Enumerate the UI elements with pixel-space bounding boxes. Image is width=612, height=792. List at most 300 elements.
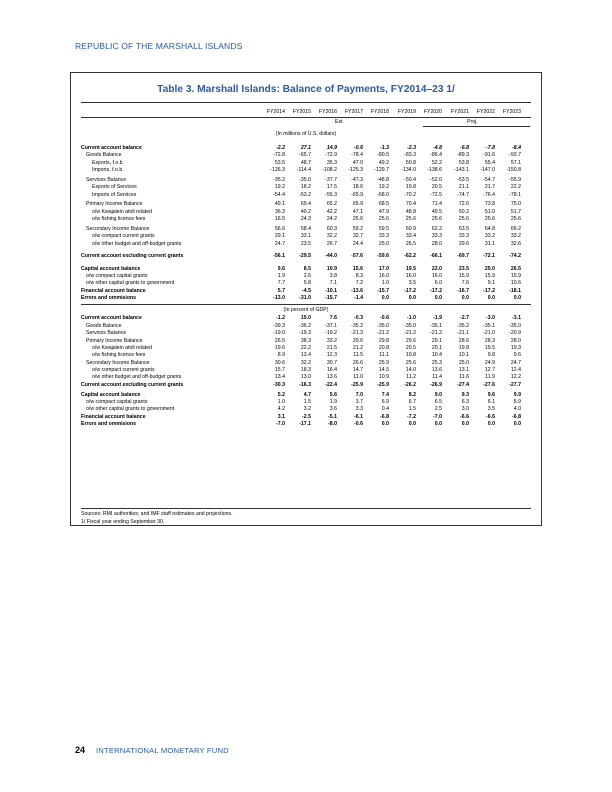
title-rule — [81, 102, 531, 103]
table-cell: 33.3 — [458, 233, 469, 240]
table-cell: 24.2 — [326, 216, 337, 223]
column-header: FY2015 — [292, 109, 311, 115]
table-cell: 59.5 — [378, 226, 389, 232]
table-cell: -31.0 — [299, 295, 311, 302]
table-footnote: 1/ Fiscal year ending September 30. — [81, 519, 165, 525]
table-cell: 9.8 — [487, 352, 495, 359]
table-cell: 11.5 — [353, 352, 363, 359]
table-cell: -7.8 — [486, 145, 495, 151]
row-label: Current account balance — [81, 315, 142, 322]
table-cell: 33.3 — [431, 233, 442, 240]
table-cell: -19.2 — [325, 330, 337, 337]
table-cell: 33.2 — [510, 233, 521, 240]
table-cell: 12.4 — [510, 367, 521, 374]
table-cell: 15.6 — [352, 265, 363, 272]
table-cell: -70.2 — [404, 191, 416, 198]
table-row — [81, 323, 533, 330]
table-cell: 5.7 — [277, 287, 285, 294]
row-label: Current account excluding current grants — [81, 253, 184, 260]
table-cell: -138.6 — [427, 167, 442, 174]
table-cell: 25.0 — [378, 240, 389, 247]
column-header: FY2018 — [370, 109, 389, 115]
table-cell: 40.2 — [300, 208, 311, 215]
table-cell: 50.2 — [458, 208, 469, 215]
table-row — [81, 406, 533, 413]
table-cell: -6.6 — [460, 413, 469, 420]
table-cell: 0.0 — [381, 295, 389, 302]
table-cell: -2.3 — [407, 145, 416, 151]
table-cell: 22.2 — [510, 184, 521, 191]
table-cell: 6.0 — [434, 280, 442, 287]
table-cell: 49.5 — [431, 208, 442, 215]
table-cell: -2.2 — [276, 145, 285, 151]
row-label: Capital account balance — [81, 391, 141, 398]
table-cell: 12.3 — [326, 352, 337, 359]
table-cell: -1.9 — [433, 315, 442, 322]
row-label: Primary Income Balance — [86, 201, 143, 208]
table-cell: -78.4 — [351, 152, 363, 159]
table-cell: -6.8 — [380, 413, 389, 420]
row-label: Goods Balance — [86, 152, 122, 159]
table-cell: 9.3 — [461, 391, 469, 398]
table-cell: 10.6 — [510, 280, 521, 287]
table-cell: 29.6 — [458, 240, 469, 247]
table-cell: 6.1 — [487, 399, 495, 405]
table-cell: 20.8 — [378, 344, 389, 351]
table-cell: 3.1 — [277, 413, 285, 420]
table-cell: 58.4 — [300, 226, 311, 232]
table-cell: 53.8 — [458, 159, 469, 166]
table-cell: -134.0 — [401, 167, 416, 174]
table-cell: 5.6 — [329, 391, 337, 398]
row-label: Secondary Income Balance — [86, 226, 150, 232]
table-cell: 4.2 — [277, 406, 285, 413]
table-cell: 18.2 — [300, 184, 311, 191]
table-cell: 15.9 — [510, 272, 521, 279]
table-cell: 0.0 — [513, 421, 521, 428]
table-cell: 25.6 — [405, 359, 416, 366]
table-cell: -147.0 — [480, 167, 495, 174]
table-cell: -16.7 — [457, 287, 469, 294]
table-cell: 0.0 — [381, 421, 389, 428]
table-cell: -8.0 — [328, 421, 337, 428]
table-cell: -76.4 — [483, 191, 495, 198]
row-label: o/w fishing licence fees — [92, 352, 146, 359]
table-cell: 13.0 — [300, 374, 311, 381]
table-cell: 20.5 — [405, 344, 416, 351]
table-row — [81, 367, 533, 374]
table-cell: 25.6 — [352, 216, 363, 223]
table-cell: -65.9 — [351, 191, 363, 198]
table-row — [81, 315, 533, 322]
row-label: Capital account balance — [81, 265, 141, 272]
table-cell: 15.9 — [484, 272, 495, 279]
table-cell: 13.4 — [274, 374, 285, 381]
table-cell: 11.4 — [432, 374, 442, 381]
table-cell: -57.6 — [351, 253, 363, 260]
table-cell: 0.0 — [408, 295, 416, 302]
section-rule — [81, 304, 531, 305]
table-cell: 48.7 — [300, 159, 311, 166]
table-cell: -39.3 — [273, 322, 285, 329]
table-cell: -0.6 — [380, 315, 389, 322]
table-cell: -78.1 — [509, 191, 521, 198]
table-cell: 31.1 — [484, 240, 495, 247]
table-cell: 68.5 — [378, 201, 389, 208]
table-cell: 9.6 — [487, 391, 495, 398]
table-cell: -54.4 — [273, 191, 285, 198]
column-header: FY2019 — [397, 109, 416, 115]
row-label: Financial account balance — [81, 413, 146, 420]
table-cell: -72.5 — [430, 191, 442, 198]
table-cell: 51.7 — [510, 208, 521, 215]
table-cell: -26.9 — [430, 381, 442, 388]
table-cell: 29.6 — [352, 337, 363, 344]
table-cell: -62.2 — [404, 253, 416, 260]
table-cell: 59.2 — [352, 226, 363, 232]
table-cell: -4.8 — [433, 145, 442, 151]
table-cell: 36.3 — [274, 208, 285, 215]
table-cell: 33.4 — [405, 233, 416, 240]
table-cell: 23.5 — [300, 240, 311, 247]
table-cell: 2.5 — [434, 406, 442, 413]
table-cell: -35.2 — [351, 322, 363, 329]
table-cell: 32.2 — [326, 233, 337, 240]
table-cell: -55.3 — [325, 191, 337, 198]
table-cell: 1.0 — [277, 399, 285, 405]
row-label: Services Balance — [86, 176, 127, 183]
table-cell: 1.9 — [329, 399, 337, 405]
row-label: Errors and ommisions — [81, 421, 137, 428]
table-cell: 3.8 — [329, 272, 337, 279]
table-row — [81, 360, 533, 367]
table-cell: 8.3 — [355, 272, 363, 279]
table-cell: -80.5 — [377, 152, 389, 159]
table-cell: 4.0 — [513, 406, 521, 413]
table-cell: -3.1 — [512, 315, 521, 322]
table-cell: 35.3 — [326, 159, 337, 166]
table-row — [81, 382, 533, 389]
row-label: Primary Income Balance — [86, 337, 143, 344]
table-cell: 13.4 — [300, 352, 311, 359]
table-sources: Sources: RMI authorities; and IMF staff estimates and projections. — [81, 511, 233, 517]
table-cell: -1.0 — [407, 315, 416, 322]
table-cell: 65.2 — [326, 201, 337, 208]
column-header: FY2023 — [502, 109, 521, 115]
table-cell: 6.9 — [381, 399, 389, 405]
table-cell: 7.0 — [355, 391, 363, 398]
table-cell: 26.7 — [326, 240, 337, 247]
table-cell: -21.2 — [430, 330, 442, 337]
table-cell: 7.6 — [329, 315, 337, 322]
bottom-rule — [81, 508, 531, 509]
table-cell: 25.6 — [484, 216, 495, 223]
column-header: FY2020 — [423, 109, 442, 115]
table-row — [81, 201, 533, 208]
table-row — [81, 253, 533, 260]
table-row — [81, 414, 533, 421]
table-cell: -21.3 — [351, 330, 363, 337]
table-cell: -35.0 — [404, 322, 416, 329]
table-cell: 7.7 — [277, 280, 285, 287]
table-cell: -10.1 — [325, 287, 337, 294]
table-row — [81, 338, 533, 345]
table-cell: 10.4 — [431, 352, 442, 359]
table-cell: -68.0 — [377, 191, 389, 198]
table-cell: 30.6 — [274, 359, 285, 366]
table-cell: 33.2 — [484, 233, 495, 240]
table-cell: 29.8 — [378, 337, 389, 344]
table-cell: -36.2 — [299, 322, 311, 329]
table-row — [81, 209, 533, 216]
table-cell: 25.6 — [405, 216, 416, 223]
table-cell: -150.8 — [506, 167, 521, 174]
table-cell: 70.4 — [405, 201, 416, 208]
table-cell: 53.5 — [274, 159, 285, 166]
table-cell: -19.3 — [299, 330, 311, 337]
table-cell: 25.6 — [431, 216, 442, 223]
table-cell: -4.5 — [302, 287, 311, 294]
table-cell: 65.9 — [352, 201, 363, 208]
table-cell: 51.0 — [484, 208, 495, 215]
row-label: o/w Kwajalein atoll related — [92, 344, 152, 351]
table-cell: 49.1 — [274, 201, 285, 208]
table-cell: 15.7 — [274, 367, 285, 374]
table-cell: 0.0 — [408, 421, 416, 428]
table-cell: 16.0 — [431, 272, 442, 279]
table-cell: 29.1 — [431, 337, 442, 344]
column-header: FY2014 — [266, 109, 285, 115]
table-cell: -20.9 — [509, 330, 521, 337]
table-cell: 27.1 — [300, 145, 311, 151]
table-cell: 26.6 — [352, 359, 363, 366]
table-cell: 6.5 — [434, 399, 442, 405]
table-row — [81, 266, 533, 273]
row-label: o/w fishing licence fees — [92, 216, 146, 223]
table-cell: -35.0 — [299, 176, 311, 183]
column-header: FY2022 — [476, 109, 495, 115]
table-cell: 62.2 — [431, 226, 442, 232]
table-cell: 11.1 — [379, 352, 389, 359]
table-cell: 10.9 — [378, 374, 389, 381]
table-cell: -35.1 — [483, 322, 495, 329]
table-cell: 15.9 — [458, 272, 469, 279]
table-cell: 19.3 — [510, 344, 521, 351]
table-cell: 16.0 — [378, 272, 389, 279]
table-cell: -29.5 — [299, 253, 311, 260]
table-cell: -72.8 — [273, 152, 285, 159]
table-cell: 0.0 — [434, 295, 442, 302]
table-cell: -21.0 — [483, 330, 495, 337]
table-cell: -26.2 — [404, 381, 416, 388]
table-cell: 13.6 — [431, 367, 442, 374]
table-cell: -0.3 — [354, 315, 363, 322]
table-cell: 21.7 — [484, 184, 495, 191]
table-cell: 0.0 — [461, 295, 469, 302]
row-label: Exports of Services — [92, 184, 137, 191]
table-cell: 11.2 — [406, 374, 416, 381]
table-cell: 19.2 — [378, 184, 389, 191]
table-cell: -27.7 — [509, 381, 521, 388]
table-cell: 17.5 — [326, 184, 337, 191]
table-cell: -6.6 — [486, 413, 495, 420]
table-cell: -72.9 — [325, 152, 337, 159]
table-cell: 7.2 — [355, 280, 363, 287]
table-cell: 25.0 — [484, 265, 495, 272]
table-cell: 19.6 — [274, 344, 285, 351]
table-cell: 16.0 — [405, 272, 416, 279]
table-row — [81, 233, 533, 240]
table-cell: 28.0 — [431, 240, 442, 247]
table-cell: 14.9 — [326, 145, 337, 151]
table-cell: 24.9 — [484, 359, 495, 366]
table-row — [81, 273, 533, 280]
table-cell: -74.2 — [509, 253, 521, 260]
table-row — [81, 399, 533, 406]
table-row — [81, 241, 533, 248]
table-cell: -52.0 — [430, 176, 442, 183]
row-label: Current account balance — [81, 145, 142, 151]
table-cell: 15.0 — [300, 315, 311, 322]
table-cell: -8.4 — [512, 145, 521, 151]
table-cell: -13.0 — [273, 295, 285, 302]
table-row — [81, 167, 533, 174]
table-cell: 9.0 — [434, 391, 442, 398]
table-cell: -18.1 — [509, 287, 521, 294]
table-row — [81, 192, 533, 199]
table-cell: 16.5 — [274, 216, 285, 223]
table-row — [81, 226, 533, 233]
table-cell: 18.3 — [300, 367, 311, 374]
table-cell: 17.0 — [378, 265, 389, 272]
table-row — [81, 345, 533, 352]
table-cell: -17.2 — [430, 287, 442, 294]
table-cell: -2.5 — [302, 413, 311, 420]
table-cell: 73.8 — [484, 201, 495, 208]
row-label: o/w other budget and off-budget grants — [92, 374, 182, 381]
table-cell: 7.1 — [329, 280, 337, 287]
table-cell: 24.7 — [274, 240, 285, 247]
table-row — [81, 421, 533, 428]
table-cell: 11.6 — [459, 374, 469, 381]
table-cell: 10.1 — [458, 352, 469, 359]
table-cell: 48.8 — [405, 208, 416, 215]
table-cell: 55.4 — [484, 159, 495, 166]
column-header: FY2017 — [344, 109, 363, 115]
table-cell: -30.3 — [273, 381, 285, 388]
table-cell: 5.8 — [303, 280, 311, 287]
table-cell: -83.3 — [404, 152, 416, 159]
table-row — [81, 288, 533, 295]
table-cell: -47.3 — [351, 176, 363, 183]
table-row — [81, 352, 533, 359]
table-cell: -35.1 — [430, 322, 442, 329]
table-cell: 33.2 — [326, 337, 337, 344]
table-cell: 52.2 — [431, 159, 442, 166]
table-cell: 0.0 — [487, 421, 495, 428]
table-cell: 71.4 — [431, 201, 442, 208]
table-cell: 14.5 — [378, 367, 389, 374]
table-cell: 20.1 — [431, 344, 442, 351]
table-cell: -53.5 — [457, 176, 469, 183]
table-cell: -50.4 — [404, 176, 416, 183]
row-label: Errors and ommisions — [81, 295, 137, 302]
table-cell: -44.0 — [325, 253, 337, 260]
row-label: Services Balance — [86, 330, 127, 337]
table-cell: -6.8 — [512, 413, 521, 420]
table-cell: -6.8 — [460, 145, 469, 151]
table-cell: -129.7 — [374, 167, 389, 174]
row-label: o/w compact current grants — [92, 233, 155, 240]
table-cell: 47.1 — [352, 208, 363, 215]
table-cell: 3.3 — [355, 406, 363, 413]
table-cell: 11.0 — [353, 374, 363, 381]
table-cell: 1.5 — [303, 399, 311, 405]
table-cell: -108.2 — [322, 167, 337, 174]
table-row — [81, 295, 533, 302]
table-cell: 3.5 — [487, 406, 495, 413]
table-cell: -6.1 — [354, 413, 363, 420]
row-label: Imports, f.o.b. — [92, 167, 124, 174]
table-cell: 1.5 — [408, 406, 416, 413]
row-label: o/w compact capital grants — [86, 272, 148, 279]
table-cell: -27.4 — [457, 381, 469, 388]
table-cell: 2.6 — [303, 272, 311, 279]
table-cell: 24.4 — [352, 240, 363, 247]
table-cell: 64.8 — [484, 226, 495, 232]
table-cell: 19.5 — [405, 265, 416, 272]
unit-label: (In percent of GDP) — [283, 306, 329, 313]
table-cell: 19.8 — [458, 344, 469, 351]
table-cell: 33.1 — [300, 233, 311, 240]
table-cell: 69.4 — [300, 201, 311, 208]
table-cell: -35.0 — [509, 322, 521, 329]
table-cell: -66.1 — [430, 253, 442, 260]
table-cell: 24.7 — [510, 359, 521, 366]
table-cell: 25.6 — [510, 216, 521, 223]
table-cell: 32.7 — [352, 233, 363, 240]
table-cell: 60.9 — [405, 226, 416, 232]
table-cell: -59.6 — [377, 253, 389, 260]
table-cell: -86.4 — [430, 152, 442, 159]
running-header: REPUBLIC OF THE MARSHALL ISLANDS — [75, 41, 243, 51]
table-cell: 42.2 — [326, 208, 337, 215]
table-cell: 32.6 — [510, 240, 521, 247]
table-cell: 49.2 — [378, 159, 389, 166]
table-cell: -126.3 — [270, 167, 285, 174]
table-cell: 21.5 — [326, 344, 337, 351]
table-cell: -16.3 — [299, 381, 311, 388]
table-cell: -21.2 — [404, 330, 416, 337]
table-cell: -15.7 — [377, 287, 389, 294]
table-cell: 11.9 — [485, 374, 495, 381]
table-cell: 25.9 — [378, 359, 389, 366]
row-label: o/w other budget and off-budget grants — [92, 240, 182, 247]
table-cell: -89.3 — [457, 152, 469, 159]
table-cell: 21.2 — [352, 344, 363, 351]
table-row — [81, 392, 533, 399]
table-cell: -35.2 — [457, 322, 469, 329]
row-label: o/w compact current grants — [92, 367, 155, 374]
row-label: Financial account balance — [81, 287, 146, 294]
table-row — [81, 177, 533, 184]
table-cell: 9.9 — [513, 391, 521, 398]
unit-label: (In millions of U.S. dollars) — [275, 131, 337, 137]
table-cell: 24.3 — [300, 216, 311, 223]
table-cell: 23.5 — [458, 265, 469, 272]
table-cell: 9.6 — [513, 352, 521, 359]
table-row — [81, 145, 533, 152]
